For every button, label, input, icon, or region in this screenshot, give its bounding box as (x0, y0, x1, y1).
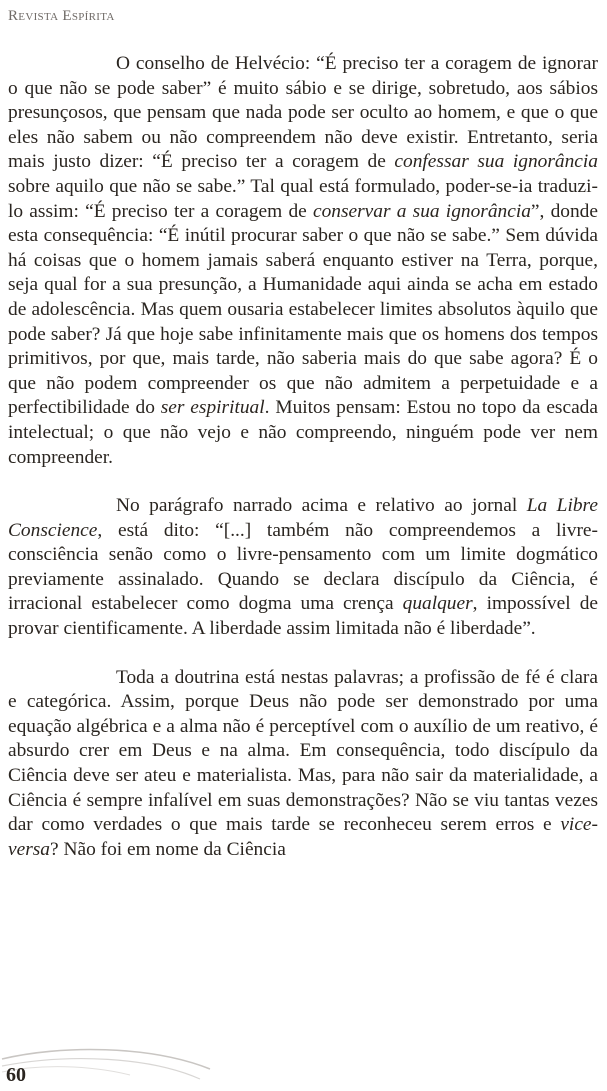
text-run: sobre aquilo que não se sabe.” Tal qual está formulado, poder-se-ia traduzi-lo assim: “É preciso ter a coragem de (8, 175, 598, 222)
text-run: No parágrafo narrado acima e relativo ao jornal (116, 495, 527, 517)
paragraph-2 (8, 494, 598, 642)
paragraph-3 (8, 666, 598, 863)
paragraph-1 (8, 52, 598, 470)
text-run: ? Não foi em nome da Ciência (50, 838, 286, 860)
text-run: , está dito: “[...] também não compreendemos a livre-consciência senão como o livre-pensamento com um limite dogmático previamente assinalado. Quando se declara discípulo da Ciência, é irracional estabelecer como dogma uma crença (8, 519, 598, 615)
italic-run: La Libre Conscience (8, 495, 598, 541)
text-run: O conselho de Helvécio: “É preciso ter a coragem de ignorar o que não se pode saber” é muito sábio e se dirige, sobretudo, aos sábios presunçosos, que pensam que nada pode ser oculto ao homem, e que o que eles não sabem ou não compreendem não deve existir. Entretanto, seria mais justo dizer: “É preciso ter a coragem de (8, 53, 598, 173)
text-run: . Muitos pensam: Estou no topo da escada intelectual; o que não vejo e não compreendo, ninguém pode ver nem compreender. (8, 397, 598, 468)
running-head: Revista Espírita (8, 8, 115, 24)
page-number: 60 (6, 1064, 26, 1086)
text-run: , impossível de provar cientificamente. A liberdade assim limitada não é liberdade”. (8, 593, 598, 640)
page-footer (0, 1039, 240, 1091)
italic-run: conservar a sua ignorância (312, 200, 531, 222)
text-run: ”, donde esta consequência: “É inútil procurar saber o que não se sabe.” Sem dúvida há coisas que o homem jamais saberá enquanto estiver na Terra, porque, seja qual for a sua presunção, a Humanidade aqui ainda se acha em estado de adolescência. Mas quem ousaria estabelecer limites absolutos àquilo que pode saber? Já que hoje sabe infinitamente mais que os homens dos tempos primitivos, por que, mais tarde, não saberia mais do que sabe agora? É o que não podem compreender os que não admitem a perpetuidade e a perfectibilidade do (8, 200, 598, 419)
italic-run: ser espiritual (160, 397, 265, 419)
italic-run: confessar sua ignorância (394, 151, 598, 173)
italic-run: vice-versa (8, 814, 598, 860)
decorative-swoosh-icon (0, 1039, 240, 1091)
italic-run: qualquer (402, 593, 473, 615)
body-text (8, 52, 598, 862)
text-run: Toda a doutrina está nestas palavras; a profissão de fé é clara e categórica. Assim, porque Deus não pode ser demonstrado por uma equação algébrica e a alma não é perceptível com o auxílio de um reativo, é absurdo crer em Deus e na alma. Em consequência, todo discípulo da Ciência deve ser ateu e materialista. Mas, para não sair da materialidade, a Ciência é sempre infalível em suas demonstrações? Não se viu tantas vezes dar como verdades o que mais tarde se reconheceu serem erros e (8, 666, 598, 836)
